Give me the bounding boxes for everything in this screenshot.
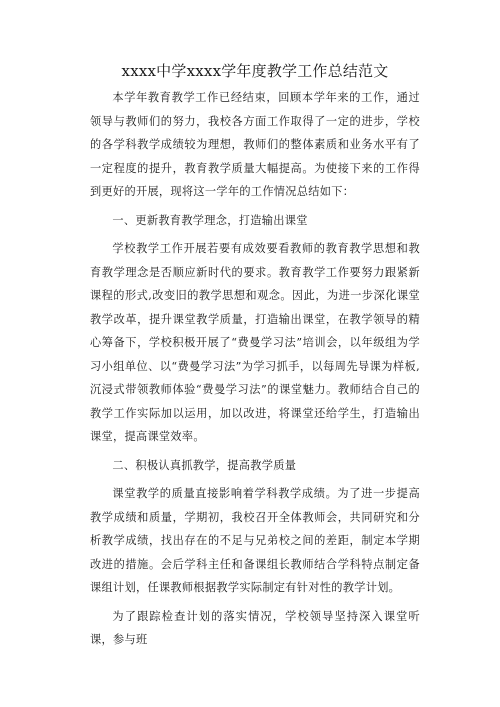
document-title: xxxx中学xxxx学年度教学工作总结范文 (121, 62, 389, 80)
section-1-paragraph: 学校教学工作开展若要有成效要看教师的教育教学思想和教育教学理念是否顺应新时代的要求。教育教学工作要努力跟紧新课程的形式,改变旧的教学思想和观念。因此，为进一步深化课堂教学改革，提升课堂教学质量，打造输出课堂，在教学领导的精心筹备下，学校积极开展了“费曼学习法”培训会，以年级组为学习小组单位、以“费曼学习法”为学习抓手，以每周先导课为样板,沉浸式带领教师体验“费曼学习法”的课堂魅力。教师结合自己的教学工作实际加以运用，加以改进，将课堂还给学生，打造输出课堂，提高课堂效率。 (90, 242, 420, 443)
section-2-paragraph-2: 为了跟踪检查计划的落实情况，学校领导坚持深入课堂听课，参与班 (90, 609, 420, 646)
section-2-heading: 二、积极认真抓教学，提高教学质量 (112, 458, 297, 472)
intro-paragraph: 本学年教育教学工作已经结束，回顾本学年来的工作，通过领导与教师们的努力，我校各方面工作取得了一定的进步，学校的各学科教学成绩较为理想，教师们的整体素质和业务水平有了一定程度的提升，教育教学质量大幅提高。为使接下来的工作得到更好的开展，现将这一学年的工作情况总结如下： (90, 91, 420, 198)
section-2-paragraph: 课堂教学的质量直接影响着学科教学成绩。为了进一步提高教学成绩和质量，学期初，我校召开全体教师会，共同研究和分析教学成绩，找出存在的不足与兄弟校之间的差距，制定本学期改进的措施。会后学科主任和备课组长教师结合学科特点制定备课组计划，任课教师根据教学实际制定有针对性的教学计划。 (90, 487, 420, 594)
document-page (90, 60, 420, 652)
section-1-heading: 一、更新教育教学理念，打造输出课堂 (112, 213, 308, 227)
